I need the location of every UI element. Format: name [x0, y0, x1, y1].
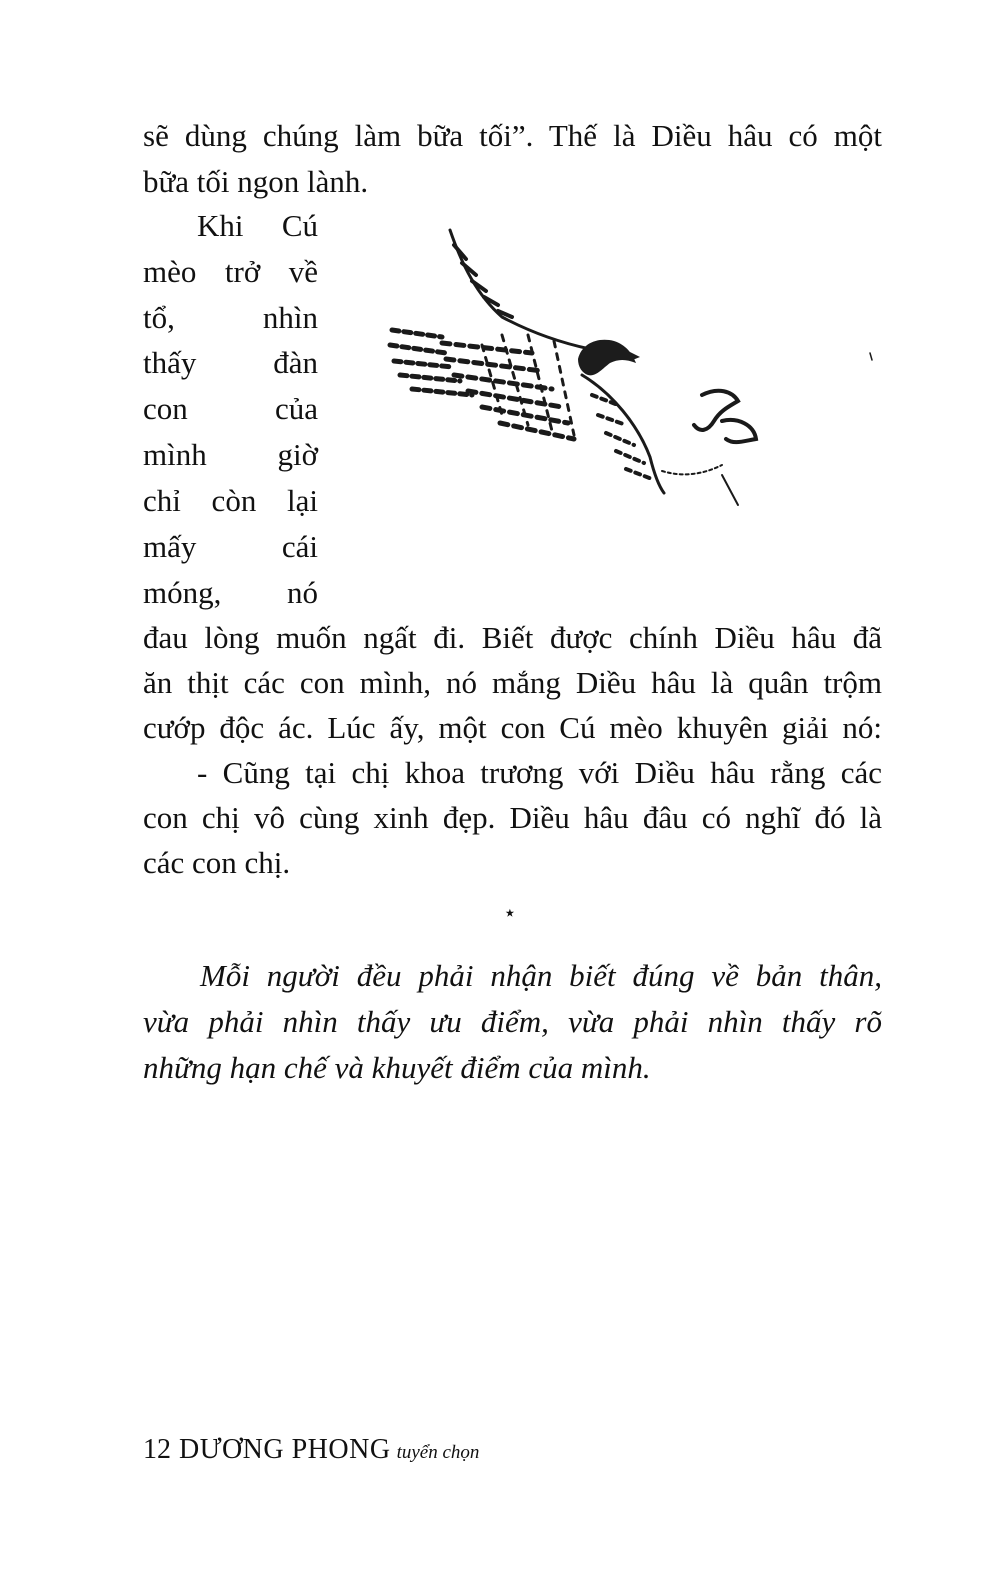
paragraph-line: đau lòng muốn ngất đi. Biết được chính Diều hâu đã — [143, 620, 882, 655]
hawk-illustration — [382, 225, 882, 515]
paragraph-line: cướp độc ác. Lúc ấy, một con Cú mèo khuyên giải nó: — [143, 710, 882, 745]
wrap-line: mấy cái — [143, 529, 318, 564]
author-name: DƯƠNG PHONG — [179, 1434, 391, 1465]
wrap-line: mình giờ — [143, 437, 318, 472]
moral-line: Mỗi người đều phải nhận biết đúng về bản thân, — [200, 958, 882, 993]
paragraph-line: các con chị. — [143, 845, 291, 880]
wrap-line: thấy đàn — [143, 345, 318, 380]
wrap-line: Khi Cú — [197, 208, 318, 243]
wrap-line: mèo trở về — [143, 254, 318, 289]
moral-line: vừa phải nhìn thấy ưu điểm, vừa phải nhìn thấy rõ — [143, 1004, 882, 1039]
paragraph-line: bữa tối ngon lành. — [143, 164, 369, 199]
separator-star: ⋆ — [503, 900, 517, 925]
paragraph-line: sẽ dùng chúng làm bữa tối”. Thế là Diều hâu có một — [143, 118, 882, 153]
paragraph-line: con chị vô cùng xinh đẹp. Diều hâu đâu có nghĩ đó là — [143, 800, 882, 835]
page-footer — [143, 1432, 479, 1471]
wrap-line: tổ, nhìn — [143, 300, 318, 335]
wrap-line: móng, nó — [143, 575, 318, 610]
page-number: 12 — [143, 1434, 171, 1465]
footer-subtitle: tuyển chọn — [396, 1442, 480, 1463]
paragraph-line: ăn thịt các con mình, nó mắng Diều hâu là quân trộm — [143, 665, 882, 700]
dialogue-line: - Cũng tại chị khoa trương với Diều hâu rằng các — [197, 755, 882, 790]
wrap-line: con của — [143, 391, 318, 426]
wrap-line: chỉ còn lại — [143, 483, 318, 518]
moral-line: những hạn chế và khuyết điểm của mình. — [143, 1050, 651, 1085]
